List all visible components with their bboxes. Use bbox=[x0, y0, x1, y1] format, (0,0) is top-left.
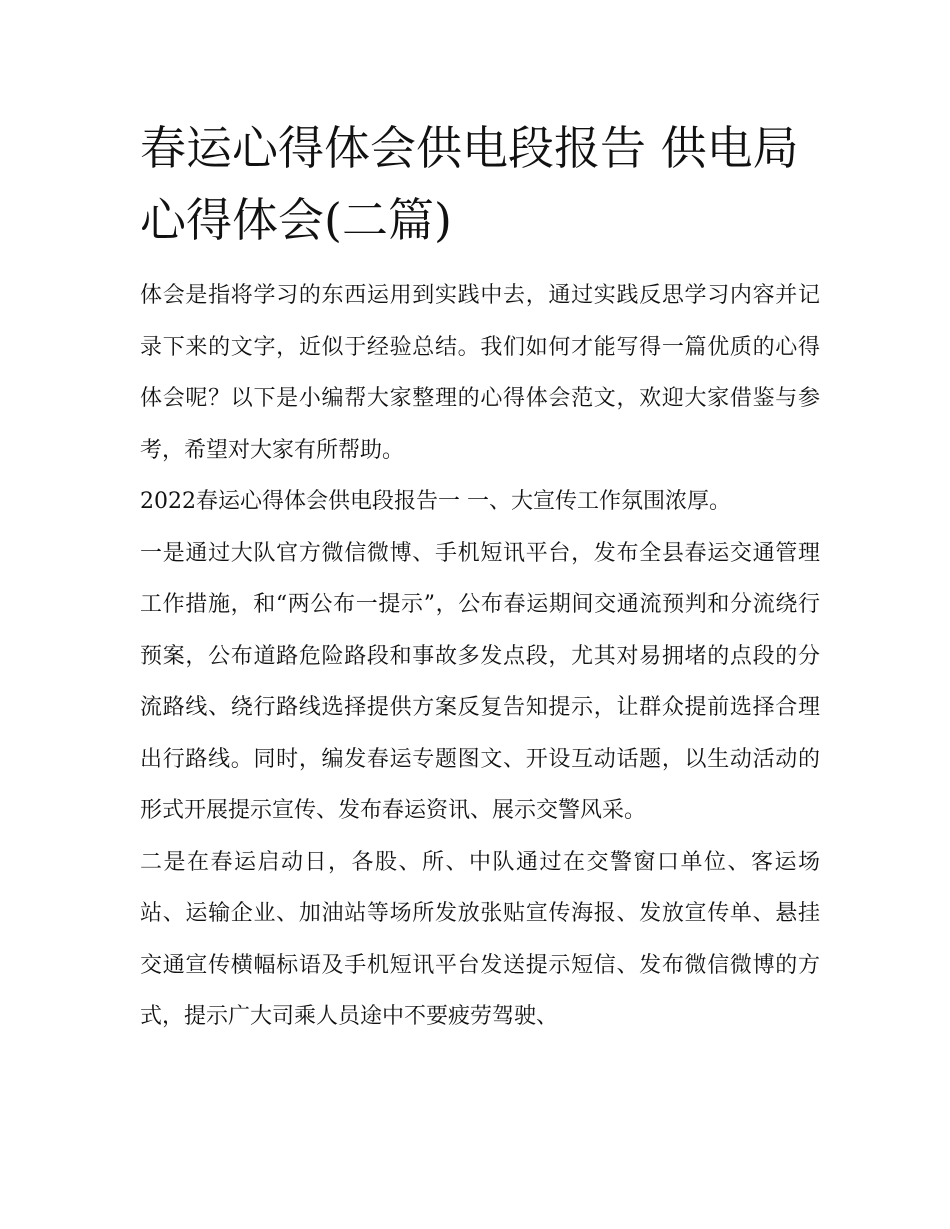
document-body bbox=[140, 112, 820, 1043]
publicity-point-one-paragraph: 一是通过大队官方微信微博、手机短讯平台，发布全县春运交通管理工作措施，和“两公布一提示”，公布春运期间交通流预判和分流绕行预案，公布道路危险路段和事故多发点段，尤其对易拥堵的点段的分流路线、绕行路线选择提供方案反复告知提示，让群众提前选择合理出行路线。同时，编发春运专题图文、开设互动话题，以生动活动的形式开展提示宣传、发布春运资讯、展示交警风采。 bbox=[140, 540, 820, 823]
intro-paragraph: 体会是指将学习的东西运用到实践中去，通过实践反思学习内容并记录下来的文字，近似于经验总结。我们如何才能写得一篇优质的心得体会呢？以下是小编帮大家整理的心得体会范文，欢迎大家借鉴与参考，希望对大家有所帮助。 bbox=[140, 283, 820, 463]
document-title: 春运心得体会供电段报告 供电局心得体会(二篇) bbox=[140, 121, 799, 247]
report-heading-paragraph: 2022春运心得体会供电段报告一 一、大宣传工作氛围浓厚。 bbox=[140, 489, 731, 514]
publicity-point-two-paragraph: 二是在春运启动日，各股、所、中队通过在交警窗口单位、客运场站、运输企业、加油站等场所发放张贴宣传海报、发放宣传单、悬挂交通宣传横幅标语及手机短讯平台发送提示短信、发布微信微博的方式，提示广大司乘人员途中不要疲劳驾驶、 bbox=[140, 849, 820, 1029]
